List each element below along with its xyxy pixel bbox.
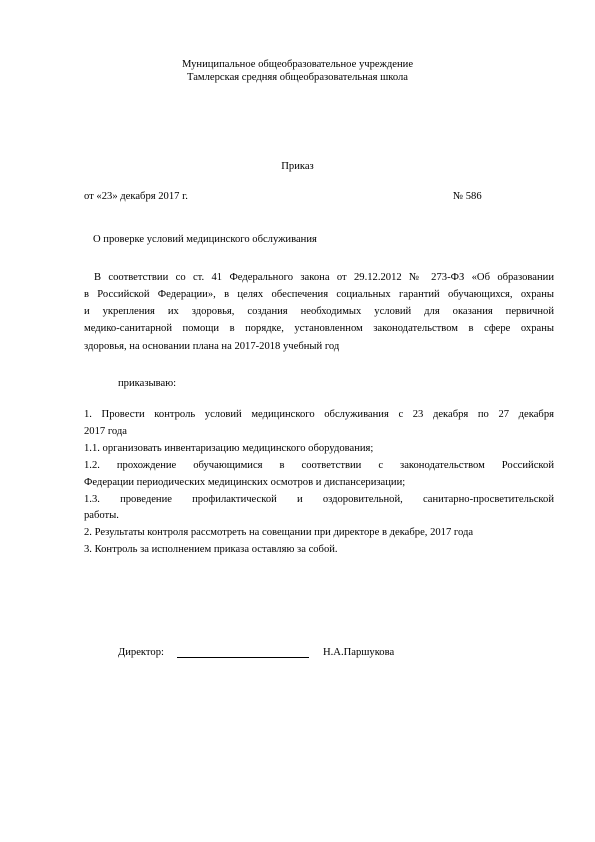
preamble-line: и укрепления их здоровья, создания необходимых условий для оказания первичной (84, 306, 554, 317)
item-1-3-line2: работы. (84, 510, 119, 521)
item-1-2-line1: 1.2. прохождение обучающимися в соответствии с законодательством Российской (84, 460, 554, 471)
item-1-line2: 2017 года (84, 426, 128, 437)
item-3: 3. Контроль за исполнением приказа оставляю за собой. (84, 544, 338, 555)
item-1-2-line2: Федерации периодических медицинских осмотров и диспансеризации; (84, 477, 406, 488)
organization-name-line2: Тамлерская средняя общеобразовательная школа (186, 72, 409, 83)
order-word: приказываю: (118, 378, 177, 389)
signature-position: Директор: (118, 647, 164, 658)
order-subject: О проверке условий медицинского обслуживания (93, 234, 317, 245)
preamble-line: здоровья, на основании плана на 2017-2018 учебный год (84, 341, 340, 352)
order-title: Приказ (281, 161, 314, 172)
preamble-line: медико-санитарной помощи в порядке, установленном законодательством в сфере охраны (84, 323, 554, 334)
item-1-line1: 1. Провести контроль условий медицинского обслуживания с 23 декабря по 27 декабря (84, 409, 554, 420)
order-date: от «23» декабря 2017 г. (84, 191, 188, 202)
signature-line (177, 657, 309, 658)
signature-name: Н.А.Паршукова (323, 647, 395, 658)
organization-name-line1: Муниципальное общеобразовательное учреждение (181, 59, 414, 70)
order-number: № 586 (453, 191, 482, 202)
item-1-1: 1.1. организовать инвентаризацию медицинского оборудования; (84, 443, 374, 454)
preamble-line: В соответствии со ст. 41 Федерального закона от 29.12.2012 № 273-ФЗ «Об образовании (94, 272, 554, 283)
preamble-line: в Российской Федерации», в целях обеспечения социальных гарантий обучающихся, охраны (84, 289, 554, 300)
item-2: 2. Результаты контроля рассмотреть на совещании при директоре в декабре, 2017 года (84, 527, 474, 538)
item-1-3-line1: 1.3. проведение профилактической и оздоровительной, санитарно-просветительской (84, 494, 554, 505)
